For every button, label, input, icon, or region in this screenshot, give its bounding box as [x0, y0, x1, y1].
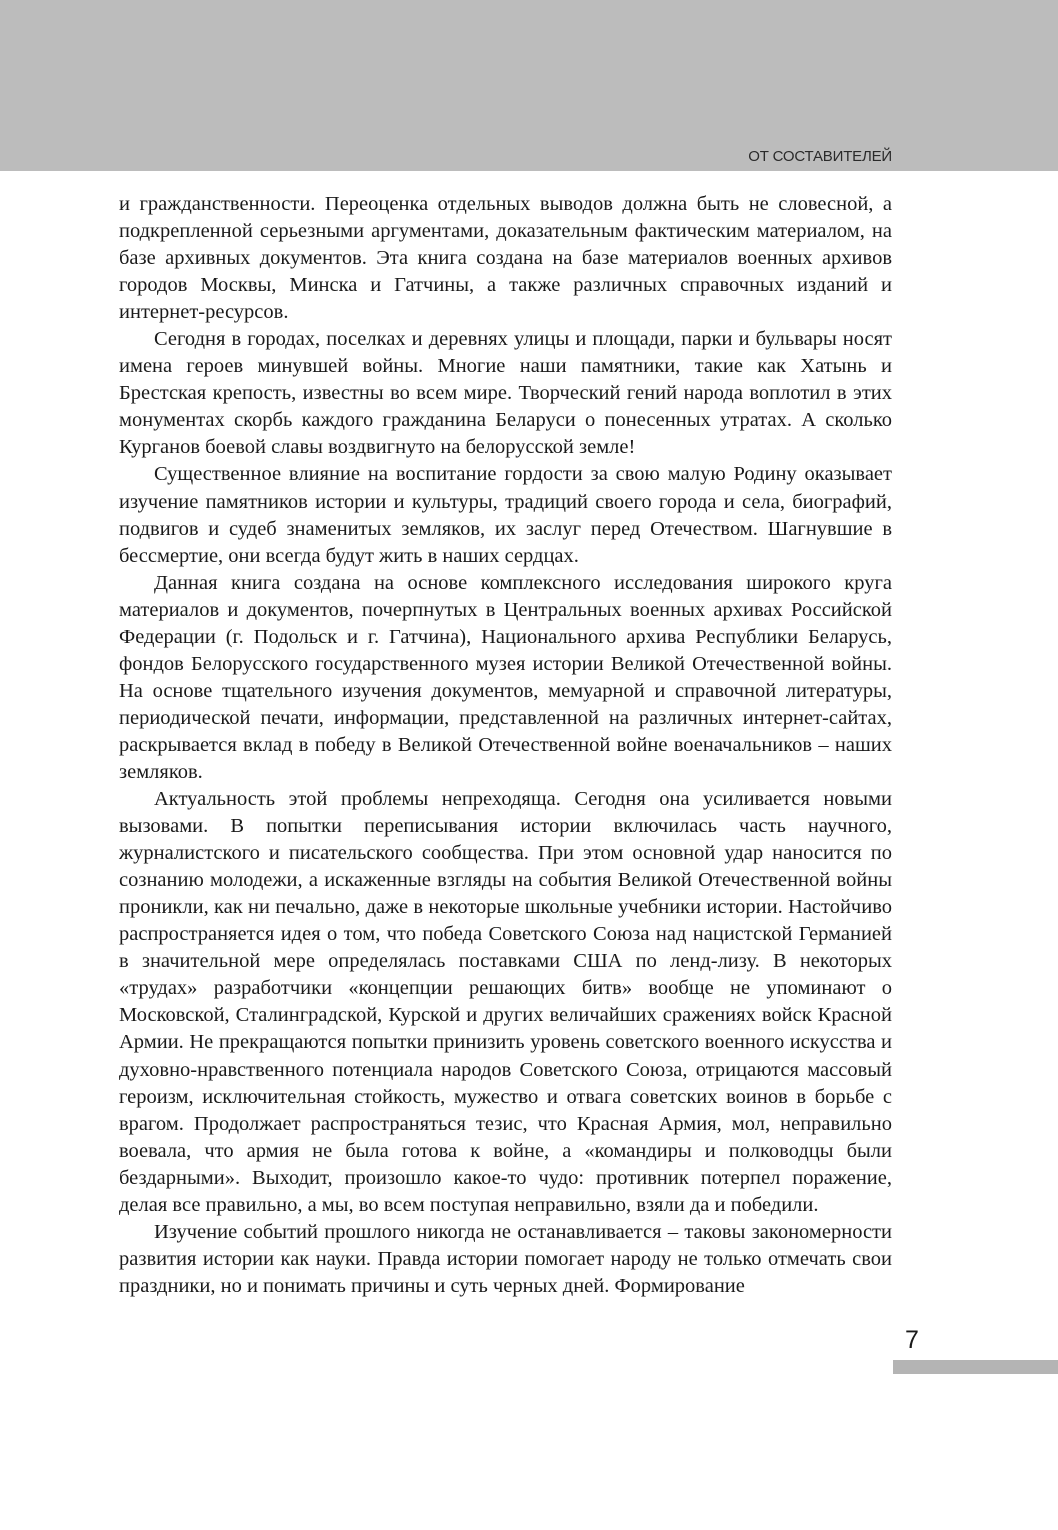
body-text	[119, 191, 892, 1300]
paragraph-continuation: и гражданственности. Переоценка отдельных выводов должна быть не словесной, а подкрепленной серьезными аргументами, доказательным фактическим материалом, на базе архивных документов. Эта книга создана на базе материалов военных архивов городов Москвы, Минска и Гатчины, а также различных справочных изданий и интернет-ресурсов.	[119, 193, 892, 324]
paragraph: Изучение событий прошлого никогда не останавливается – таковы закономерности развития истории как науки. Правда истории помогает народу не только отмечать свои праздники, но и понимать причины и суть черных дней. Формирование	[119, 1220, 892, 1297]
paragraph: Сегодня в городах, поселках и деревнях улицы и площади, парки и бульвары носят имена героев минувшей войны. Многие наши памятники, такие как Хатынь и Брестская крепость, известны во всем мире. Творческий гений народа воплотил в этих монументах скорбь каждого гражданина Беларуси о понесенных утратах. А сколько Курганов боевой славы воздвигнуто на белорусской земле!	[119, 328, 892, 459]
paragraph: Данная книга создана на основе комплексного исследования широкого круга материалов и документов, почерпнутых в Центральных военных архивах Российской Федерации (г. Подольск и г. Гатчина), Национального архива Республики Беларусь, фондов Белорусского государственного музея истории Великой Отечественной войны. На основе тщательного изучения документов, мемуарной и справочной литературы, периодической печати, информации, представленной на различных интернет-сайтах, раскрывается вклад в победу в Великой Отечественной войне военачальников – наших земляков.	[119, 571, 892, 783]
paragraph: Актуальность этой проблемы непреходяща. Сегодня она усиливается новыми вызовами. В попытки переписывания истории включилась часть научного, журналистского и писательского сообщества. При этом основной удар наносится по сознанию молодежи, а искаженные взгляды на события Великой Отечественной войны проникли, как ни печально, даже в некоторые школьные учебники истории. Настойчиво распространяется идея о том, что победа Советского Союза над нацистской Германией в значительной мере определялась поставками США по ленд-лизу. В некоторых «трудах» разработчики «концепции решающих битв» вообще не упоминают о Московской, Сталинградской, Курской и других величайших сражениях войск Красной Армии. Не прекращаются попытки принизить уровень советского военного искусства и духовно-нравственного потенциала народов Советского Союза, отрицаются массовый героизм, исключительная стойкость, мужество и отвага советских воинов в борьбе с врагом. Продолжает распространяться тезис, что Красная Армия, мол, неправильно воевала, что армия не была готова к войне, а «командиры и полководцы были бездарными». Выходит, произошло какое-то чудо: противник потерпел поражение, делая все правильно, а мы, во всем поступая неправильно, взяли да и победили.	[119, 788, 892, 1216]
header-band	[0, 0, 1058, 171]
footer-bar	[893, 1360, 1058, 1374]
page-number: 7	[905, 1326, 919, 1354]
running-head: ОТ СОСТАВИТЕЛЕЙ	[748, 148, 892, 165]
paragraph: Существенное влияние на воспитание гордости за свою малую Родину оказывает изучение памятников истории и культуры, традиций своего города и села, биографий, подвигов и судеб знаменитых земляков, их заслуг перед Отечеством. Шагнувшие в бессмертие, они всегда будут жить в наших сердцах.	[119, 463, 892, 567]
